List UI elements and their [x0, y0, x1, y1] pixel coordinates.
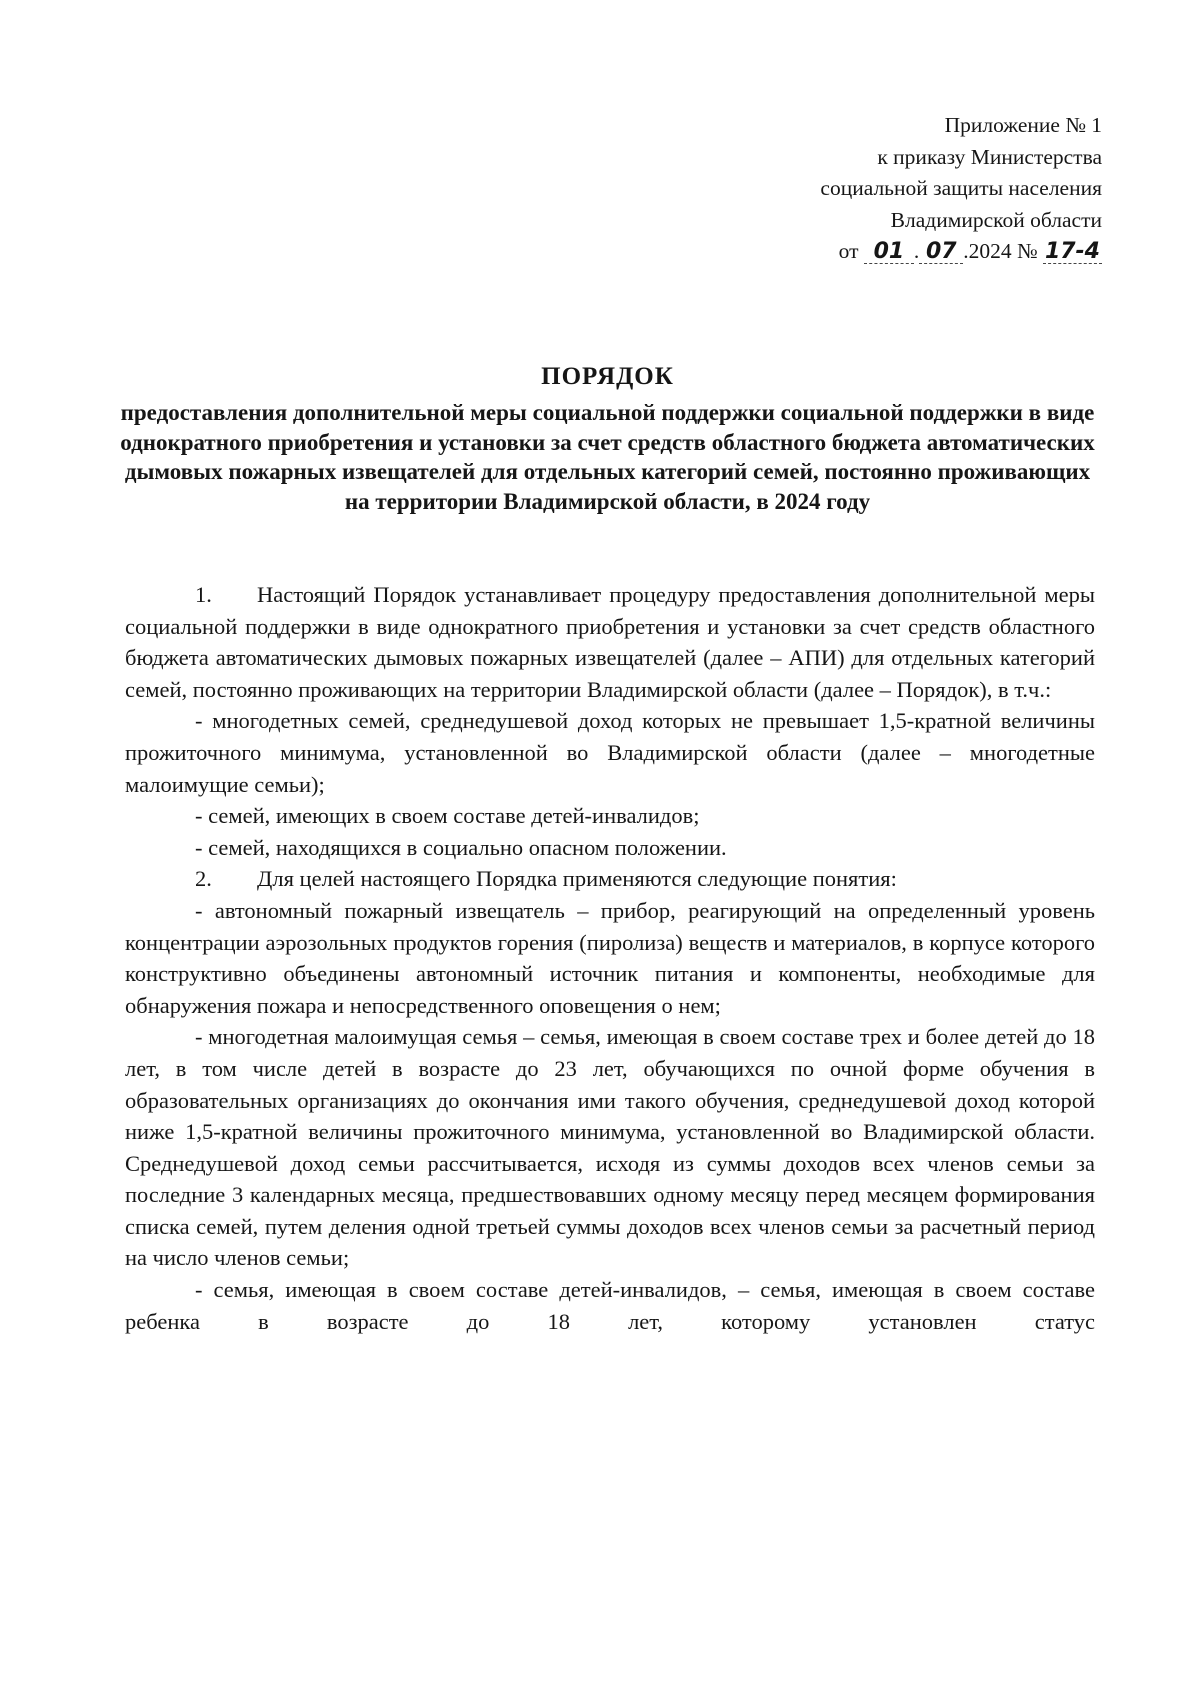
definition-low-income-family: - многодетная малоимущая семья – семья, имеющая в своем составе трех и более детей до 18 лет, в том числе детей в возрасте до 23 лет, обучающихся по очной форме обучения в образовательных организациях до окончания ими такого обучения, среднедушевой доход которой ниже 1,5-кратной величины прожиточного минимума, установленной во Владимирской области. Среднедушевой доход семьи рассчитывается, исходя из суммы доходов всех членов семьи за последние 3 календарных месяца, предшествовавших одному месяцу перед месяцем формирования списка семей, путем деления одной третьей суммы доходов всех членов семьи за расчетный период на число членов семьи; [125, 1024, 1095, 1271]
bullet-large-families: - многодетных семей, среднедушевой доход которых не превышает 1,5-кратной величины прожиточного минимума, установленной во Владимирской области (далее – многодетные малоимущие семьи); [125, 708, 1095, 797]
bullet-disabled-children: - семей, имеющих в своем составе детей-инвалидов; [195, 803, 700, 829]
title-heading: ПОРЯДОК [541, 363, 674, 390]
paragraph-2 [125, 863, 1095, 895]
bullet-dangerous-situation: - семей, находящихся в социально опасном положении. [195, 834, 727, 860]
document-title [120, 360, 1095, 516]
paragraph-2-number: 2. [195, 866, 212, 892]
date-prefix: от [838, 239, 859, 263]
paragraph-1-text: Настоящий Порядок устанавливает процедуру предоставления дополнительной меры социальной поддержки в виде однократного приобретения и установки за счет средств областного бюджета автоматических дымовых пожарных извещателей (далее – АПИ) для отдельных категорий семей, постоянно проживающих на территории Владимирской области (далее – Порядок), в т.ч.: [125, 582, 1095, 702]
handwritten-order-number: 17-4 [1044, 239, 1100, 264]
document-body [125, 579, 1095, 1337]
date-year: .2024 № [963, 239, 1038, 263]
appendix-date-line [820, 236, 1102, 268]
appendix-title: Приложение № 1 [944, 113, 1102, 137]
definition-fire-detector: - автономный пожарный извещатель – прибор, реагирующий на определенный уровень концентрации аэрозольных продуктов горения (пиролиза) веществ и материалов, в корпусе которого конструктивно объединены автономный источник питания и компоненты, необходимые для обнаружения пожара и непосредственного оповещения о нем; [125, 897, 1095, 1018]
paragraph-1 [125, 579, 1095, 705]
paragraph-2-text: Для целей настоящего Порядка применяются следующие понятия: [257, 866, 897, 892]
paragraph-1-number: 1. [195, 582, 212, 607]
handwritten-month: 07 [919, 241, 963, 264]
handwritten-day: 01 [864, 241, 914, 264]
appendix-header [820, 110, 1102, 268]
appendix-ministry: социальной защиты населения [820, 176, 1102, 200]
appendix-region: Владимирской области [890, 207, 1102, 232]
date-separator: . [913, 239, 920, 263]
title-subtitle: предоставления дополнительной меры социальной поддержки социальной поддержки в виде однократного приобретения и установки за счет средств областного бюджета автоматических дымовых пожарных извещателей для отдельных категорий семей, постоянно проживающих на территории Владимирской области, в 2024 году [120, 400, 1095, 514]
definition-disabled-children-family: - семья, имеющая в своем составе детей-инвалидов, – семья, имеющая в своем составе ребенка в возрасте до 18 лет, которому установлен статус [125, 1277, 1095, 1334]
appendix-order-ref: к приказу Министерства [877, 144, 1102, 169]
